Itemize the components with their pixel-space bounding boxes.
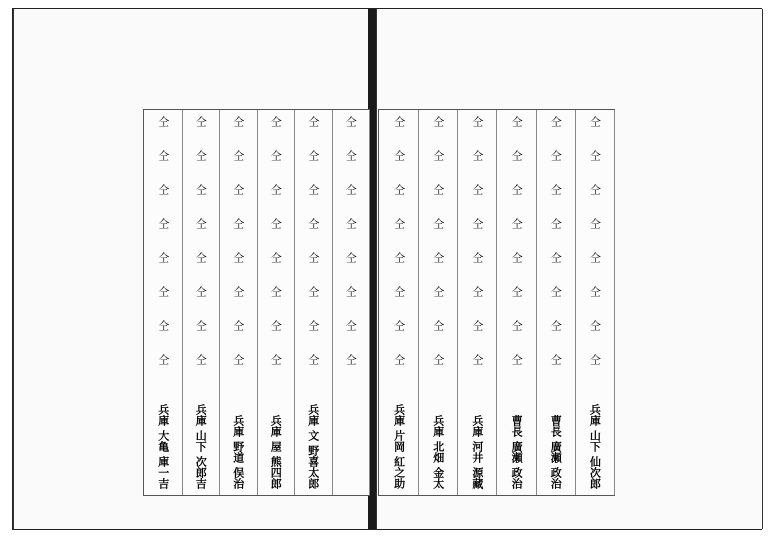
left-ledger-cell: 仝	[344, 150, 358, 161]
left-ledger-column	[144, 110, 183, 495]
right-ledger-cell: 仝	[470, 184, 484, 195]
right-ledger-cell: 仝	[588, 218, 602, 229]
right-ledger-cell: 仝	[549, 150, 563, 161]
left-ledger-cell: 仝	[231, 286, 245, 297]
right-ledger-name-entry: 曹長 廣瀬 政治	[510, 415, 524, 489]
right-ledger-cell: 仝	[549, 252, 563, 263]
left-ledger-cell: 仝	[344, 320, 358, 331]
left-ledger-cell: 仝	[269, 286, 283, 297]
right-ledger-cell: 仝	[470, 286, 484, 297]
right-ledger-cell: 仝	[510, 218, 524, 229]
left-ledger-cell: 仝	[231, 150, 245, 161]
right-ledger-cell: 仝	[588, 150, 602, 161]
left-ledger-column	[332, 110, 371, 495]
left-ledger-cell: 仝	[269, 150, 283, 161]
right-ledger-name-entry: 兵庫 河井 源藏	[470, 415, 484, 489]
right-ledger-cell: 仝	[392, 354, 406, 365]
right-ledger-cell: 仝	[510, 184, 524, 195]
right-ledger-cell: 仝	[431, 354, 445, 365]
left-ledger-cell: 仝	[306, 286, 320, 297]
right-ledger-column	[497, 110, 537, 495]
left-ledger-cell: 仝	[269, 320, 283, 331]
right-ledger-cell: 仝	[510, 150, 524, 161]
right-ledger-cell: 仝	[510, 116, 524, 127]
right-ledger-cell: 仝	[392, 116, 406, 127]
left-ledger-column	[182, 110, 221, 495]
left-ledger-cell: 仝	[156, 320, 170, 331]
left-ledger-cell: 仝	[269, 116, 283, 127]
left-ledger-cell: 仝	[231, 184, 245, 195]
right-ledger-cell: 仝	[431, 320, 445, 331]
left-ledger-cell: 仝	[156, 116, 170, 127]
left-ledger-cell: 仝	[231, 252, 245, 263]
left-ledger-cell: 仝	[156, 150, 170, 161]
left-ledger-cell: 仝	[269, 252, 283, 263]
right-ledger-cell: 仝	[470, 320, 484, 331]
right-ledger-cell: 仝	[392, 286, 406, 297]
right-ledger-cell: 仝	[431, 184, 445, 195]
left-ledger-cell: 仝	[194, 184, 208, 195]
right-ledger-cell: 仝	[510, 252, 524, 263]
right-ledger-column	[379, 110, 419, 495]
left-ledger-cell: 仝	[344, 116, 358, 127]
right-ledger-table	[378, 109, 615, 496]
left-ledger-cell: 仝	[156, 286, 170, 297]
left-ledger-column	[219, 110, 258, 495]
right-ledger-cell: 仝	[392, 184, 406, 195]
left-ledger-column	[294, 110, 333, 495]
right-ledger-cell: 仝	[470, 218, 484, 229]
left-ledger-cell: 仝	[306, 184, 320, 195]
left-ledger-cell: 仝	[344, 184, 358, 195]
right-ledger-column	[536, 110, 576, 495]
right-ledger-cell: 仝	[510, 354, 524, 365]
left-ledger-name-entry: 兵庫 屋 熊四郎	[269, 415, 283, 489]
right-ledger-cell: 仝	[510, 286, 524, 297]
left-ledger-name-entry: 兵庫 大亀 庫一吉	[156, 404, 170, 489]
left-ledger-cell: 仝	[344, 354, 358, 365]
right-ledger-cell: 仝	[549, 116, 563, 127]
left-ledger-cell: 仝	[194, 252, 208, 263]
right-ledger-cell: 仝	[588, 252, 602, 263]
right-ledger-cell: 仝	[549, 320, 563, 331]
left-ledger-cell: 仝	[306, 150, 320, 161]
right-ledger-cell: 仝	[510, 320, 524, 331]
right-ledger-name-entry: 兵庫 北畑 金太	[431, 415, 445, 489]
left-ledger-cell: 仝	[156, 184, 170, 195]
left-ledger-column	[257, 110, 296, 495]
left-ledger-cell: 仝	[269, 354, 283, 365]
left-ledger-cell: 仝	[156, 354, 170, 365]
left-ledger-cell: 仝	[194, 354, 208, 365]
left-ledger-name-entry: 兵庫 山下 次郎吉	[194, 404, 208, 489]
left-ledger-cell: 仝	[306, 116, 320, 127]
right-ledger-cell: 仝	[549, 184, 563, 195]
left-ledger-cell: 仝	[231, 116, 245, 127]
right-ledger-name-entry: 兵庫 片岡 紅之助	[392, 404, 406, 489]
left-ledger-cell: 仝	[194, 116, 208, 127]
right-ledger-column	[457, 110, 497, 495]
left-ledger-cell: 仝	[269, 218, 283, 229]
left-ledger-cell: 仝	[156, 218, 170, 229]
right-ledger-cell: 仝	[431, 252, 445, 263]
left-ledger-name-entry: 兵庫 文 野喜太郎	[306, 404, 320, 489]
right-ledger-column	[418, 110, 458, 495]
left-ledger-cell: 仝	[194, 218, 208, 229]
left-ledger-cell: 仝	[344, 252, 358, 263]
right-ledger-name-entry: 曹長 廣瀬 政治	[549, 415, 563, 489]
left-ledger-cell: 仝	[344, 286, 358, 297]
right-ledger-cell: 仝	[588, 354, 602, 365]
right-ledger-cell: 仝	[392, 320, 406, 331]
left-ledger-cell: 仝	[194, 320, 208, 331]
right-ledger-cell: 仝	[431, 286, 445, 297]
right-ledger-cell: 仝	[431, 218, 445, 229]
right-ledger-cell: 仝	[470, 252, 484, 263]
left-ledger-cell: 仝	[194, 150, 208, 161]
right-ledger-cell: 仝	[431, 150, 445, 161]
right-ledger-cell: 仝	[470, 116, 484, 127]
right-ledger-cell: 仝	[549, 218, 563, 229]
right-ledger-cell: 仝	[588, 286, 602, 297]
left-ledger-cell: 仝	[306, 354, 320, 365]
document-spread	[12, 8, 762, 530]
left-ledger-table	[143, 109, 370, 496]
right-ledger-cell: 仝	[549, 354, 563, 365]
left-ledger-cell: 仝	[231, 320, 245, 331]
right-ledger-cell: 仝	[392, 150, 406, 161]
left-ledger-cell: 仝	[156, 252, 170, 263]
right-ledger-cell: 仝	[588, 320, 602, 331]
left-ledger-cell: 仝	[306, 218, 320, 229]
left-ledger-cell: 仝	[194, 286, 208, 297]
right-ledger-name-entry: 兵庫 山下 仙次郎	[588, 404, 602, 489]
left-ledger-cell: 仝	[231, 354, 245, 365]
left-ledger-name-entry: 兵庫 野道 俣治	[231, 415, 245, 489]
right-ledger-cell: 仝	[431, 116, 445, 127]
right-ledger-cell: 仝	[549, 286, 563, 297]
left-ledger-cell: 仝	[306, 320, 320, 331]
right-ledger-cell: 仝	[588, 184, 602, 195]
right-ledger-column	[575, 110, 615, 495]
left-ledger-cell: 仝	[306, 252, 320, 263]
left-ledger-cell: 仝	[344, 218, 358, 229]
right-ledger-cell: 仝	[392, 252, 406, 263]
right-ledger-cell: 仝	[588, 116, 602, 127]
left-ledger-cell: 仝	[231, 218, 245, 229]
right-ledger-cell: 仝	[470, 150, 484, 161]
right-ledger-cell: 仝	[392, 218, 406, 229]
right-ledger-cell: 仝	[470, 354, 484, 365]
left-ledger-cell: 仝	[269, 184, 283, 195]
